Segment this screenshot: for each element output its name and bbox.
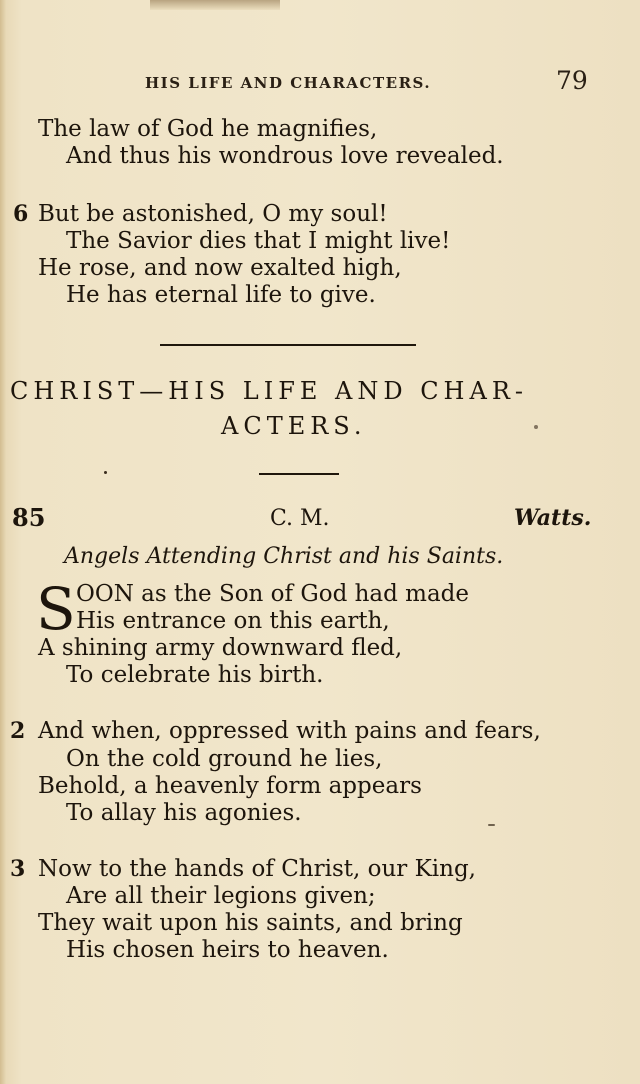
paper-speck [488, 824, 495, 826]
stanza-6-line-3: He rose, and now exalted high, [38, 255, 402, 281]
stanza-3-line-4: His chosen heirs to heaven. [66, 937, 389, 963]
section-title-line-2: ACTERS. [221, 412, 367, 440]
continued-line-1: The law of God he magnifies, [38, 116, 378, 142]
stanza-6-line-4: He has eternal life to give. [66, 282, 376, 308]
section-divider-rule [160, 344, 416, 346]
stanza-2-number: 2 [10, 718, 26, 744]
hymn-subtitle: Angels Attending Christ and his Saints. [64, 544, 504, 569]
stanza-3-line-3: They wait upon his saints, and bring [38, 910, 463, 936]
stanza-6-line-1: But be astonished, O my soul! [38, 201, 388, 227]
hymn-meter: C. M. [270, 506, 330, 531]
stanza-1-line-1: OON as the Son of God had made [76, 581, 470, 607]
hymn-number: 85 [12, 503, 46, 532]
hymn-author: Watts. [514, 505, 592, 531]
stanza-6-line-2: The Savior dies that I might live! [66, 228, 451, 254]
page-number: 79 [556, 66, 588, 95]
section-title-line-1: CHRIST—HIS LIFE AND CHAR- [10, 377, 528, 405]
stanza-2-line-4: To allay his agonies. [66, 800, 302, 826]
paper-speck [104, 471, 107, 474]
drop-cap: S [36, 575, 76, 643]
paper-speck [534, 425, 538, 429]
stanza-3-number: 3 [10, 856, 26, 882]
short-divider-rule [259, 473, 339, 475]
page-top-stain [150, 0, 280, 10]
stanza-1-line-2: His entrance on this earth, [76, 608, 390, 634]
page-binding-edge [0, 0, 6, 1084]
stanza-2-line-2: On the cold ground he lies, [66, 746, 383, 772]
running-head: HIS LIFE AND CHARACTERS. [145, 74, 432, 92]
stanza-3-line-2: Are all their legions given; [66, 883, 376, 909]
stanza-6-number: 6 [13, 201, 29, 227]
stanza-2-line-1: And when, oppressed with pains and fears, [38, 718, 541, 744]
stanza-1-line-4: To celebrate his birth. [66, 662, 324, 688]
stanza-2-line-3: Behold, a heavenly form appears [38, 773, 422, 799]
continued-line-2: And thus his wondrous love revealed. [66, 143, 504, 169]
stanza-1-line-3: A shining army downward fled, [38, 635, 403, 661]
stanza-3-line-1: Now to the hands of Christ, our King, [38, 856, 476, 882]
